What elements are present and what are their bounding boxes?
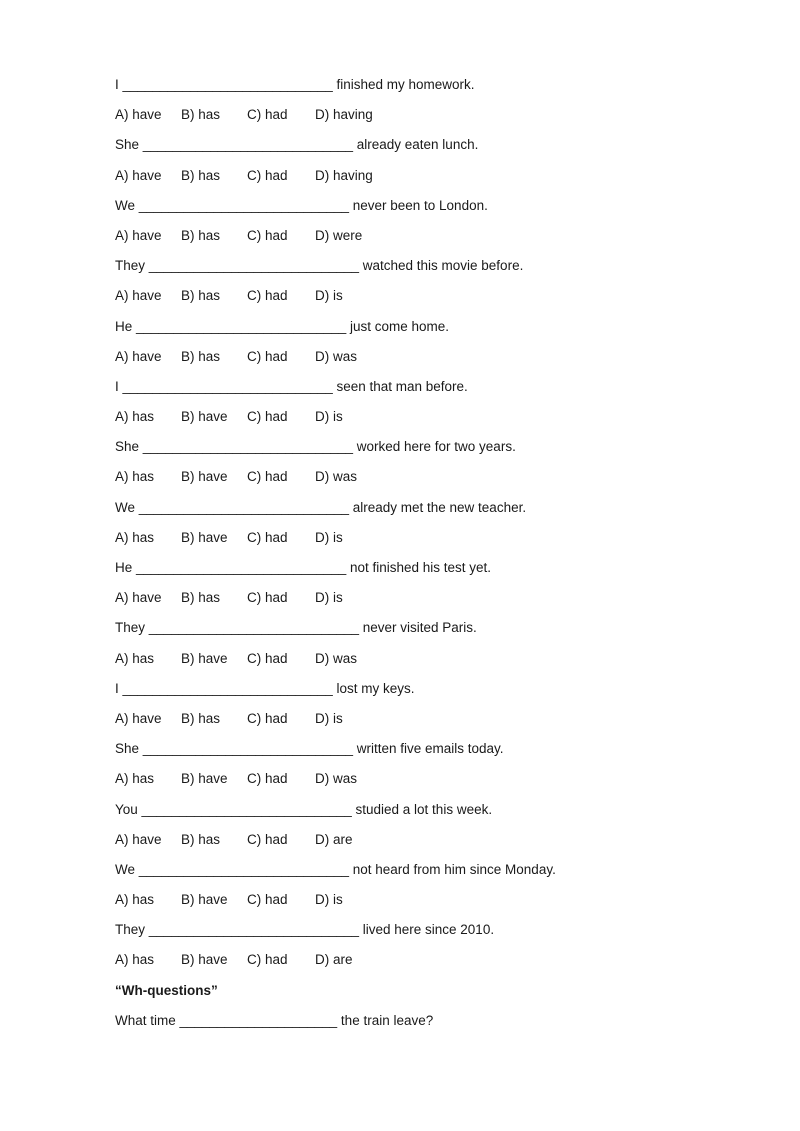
question-stem: I ____________________________ seen that man before. [115, 378, 468, 394]
answer-options [115, 949, 715, 979]
option-c: C) had [247, 227, 288, 243]
answer-options [115, 829, 715, 859]
option-d: D) was [315, 650, 358, 666]
option-b: B) have [181, 952, 228, 968]
question-stem: I ____________________________ finished my homework. [115, 77, 475, 92]
option-c: C) had [247, 107, 288, 123]
option-b: B) has [181, 167, 221, 183]
option-a: A) have [115, 710, 162, 726]
option-a: A) have [115, 288, 162, 304]
option-c: C) had [247, 348, 288, 364]
answer-options [115, 466, 715, 496]
option-b: B) has [181, 227, 221, 243]
question-stem: He ____________________________ just come home. [115, 318, 450, 334]
question-stem: What time _____________________ the train leave? [115, 1012, 434, 1028]
option-a: A) has [115, 892, 155, 908]
option-a: A) have [115, 348, 162, 364]
answer-options [115, 889, 715, 919]
answer-options [115, 768, 715, 798]
option-d: D) having [315, 107, 373, 123]
option-d: D) were [315, 227, 363, 243]
option-b: B) has [181, 590, 221, 606]
option-c: C) had [247, 469, 288, 485]
option-d: D) is [315, 288, 343, 304]
option-c: C) had [247, 167, 288, 183]
option-c: C) had [247, 831, 288, 847]
option-a: A) has [115, 650, 155, 666]
option-a: A) have [115, 831, 162, 847]
option-d: D) are [315, 831, 353, 847]
question-stem: They ____________________________ lived here since 2010. [115, 922, 495, 938]
option-c: C) had [247, 650, 288, 666]
answer-options [115, 346, 715, 376]
option-d: D) is [315, 409, 343, 425]
option-c: C) had [247, 952, 288, 968]
option-d: D) is [315, 892, 343, 908]
question-stem: She ____________________________ worked here for two years. [115, 439, 516, 455]
option-d: D) was [315, 771, 358, 787]
question-stem: We ____________________________ already met the new teacher. [115, 499, 527, 515]
option-d: D) is [315, 529, 343, 545]
option-b: B) has [181, 831, 221, 847]
option-b: B) has [181, 288, 221, 304]
answer-options [115, 708, 715, 738]
option-d: D) was [315, 469, 358, 485]
answer-options [115, 527, 715, 557]
question-stem: We ____________________________ never been to London. [115, 197, 488, 213]
option-d: D) are [315, 952, 353, 968]
option-c: C) had [247, 892, 288, 908]
option-b: B) has [181, 107, 221, 123]
option-c: C) had [247, 590, 288, 606]
option-a: A) have [115, 227, 162, 243]
option-c: C) had [247, 288, 288, 304]
question-stem: I ____________________________ lost my keys. [115, 680, 415, 696]
option-a: A) has [115, 771, 155, 787]
worksheet [115, 74, 715, 1040]
question-stem: She ____________________________ written five emails today. [115, 741, 504, 757]
question-stem: You ____________________________ studied a lot this week. [115, 801, 493, 817]
answer-options [115, 225, 715, 255]
option-a: A) have [115, 107, 162, 123]
question-stem: They ____________________________ watched this movie before. [115, 258, 524, 274]
answer-options [115, 165, 715, 195]
option-c: C) had [247, 771, 288, 787]
question-stem: We ____________________________ not heard from him since Monday. [115, 861, 556, 877]
option-b: B) have [181, 892, 228, 908]
answer-options [115, 406, 715, 436]
option-c: C) had [247, 409, 288, 425]
option-a: A) has [115, 529, 155, 545]
option-a: A) have [115, 590, 162, 606]
option-a: A) has [115, 409, 155, 425]
answer-options [115, 648, 715, 678]
section-heading: “Wh-questions” [115, 982, 218, 998]
question-stem: He ____________________________ not finished his test yet. [115, 560, 492, 575]
option-b: B) have [181, 409, 228, 425]
option-b: B) have [181, 771, 228, 787]
option-a: A) have [115, 167, 162, 183]
answer-options [115, 104, 715, 134]
option-d: D) having [315, 167, 373, 183]
option-b: B) have [181, 469, 228, 485]
option-d: D) was [315, 348, 358, 364]
option-d: D) is [315, 590, 343, 606]
answer-options [115, 587, 715, 617]
option-c: C) had [247, 529, 288, 545]
option-b: B) has [181, 710, 221, 726]
option-c: C) had [247, 710, 288, 726]
option-b: B) have [181, 529, 228, 545]
option-b: B) has [181, 348, 221, 364]
option-b: B) have [181, 650, 228, 666]
option-d: D) is [315, 710, 343, 726]
option-a: A) has [115, 952, 155, 968]
question-stem: She ____________________________ already eaten lunch. [115, 137, 479, 153]
option-a: A) has [115, 469, 155, 485]
question-stem: They ____________________________ never visited Paris. [115, 620, 477, 636]
answer-options [115, 285, 715, 315]
